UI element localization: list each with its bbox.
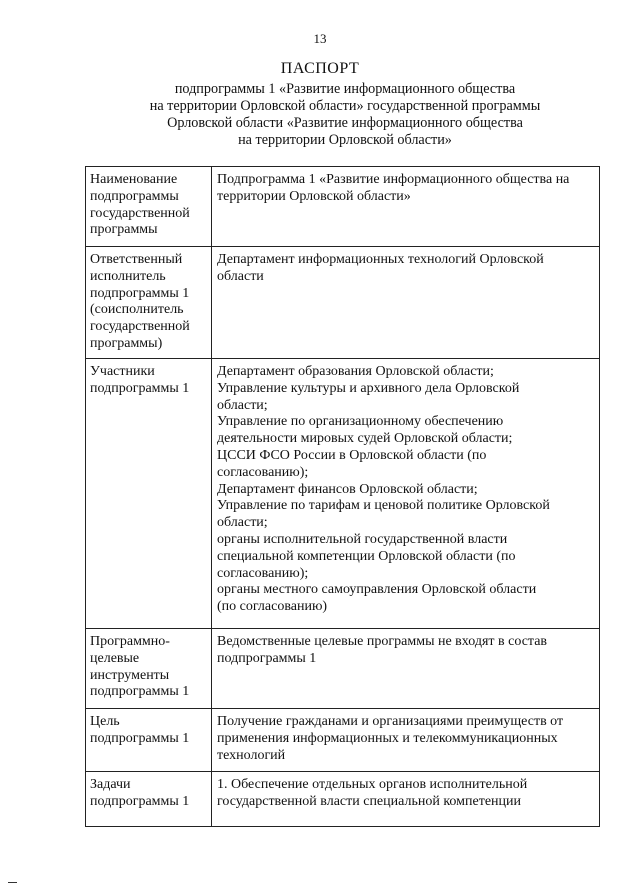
value-line: Подпрограмма 1 «Развитие информационного общества на bbox=[217, 172, 570, 187]
label-line: подпрограммы 1 bbox=[90, 793, 190, 809]
label-line: целевые bbox=[90, 650, 140, 666]
value-line: подпрограммы 1 bbox=[217, 650, 317, 666]
label-line: подпрограммы 1 bbox=[90, 380, 190, 396]
document-subtitle bbox=[90, 81, 600, 149]
label-line: государственной bbox=[90, 319, 190, 335]
row-label bbox=[86, 167, 212, 247]
value-line: Управление по организационному обеспечению bbox=[217, 414, 504, 430]
value-line: технологий bbox=[217, 747, 286, 763]
value-line: Департамент информационных технологий Орловской bbox=[217, 252, 544, 267]
table-row-subprogram-name bbox=[86, 167, 600, 247]
row-value bbox=[212, 167, 600, 247]
label-line: подпрограммы bbox=[90, 188, 179, 204]
label-line: Наименование bbox=[90, 172, 178, 187]
row-label bbox=[86, 359, 212, 629]
page-number: 13 bbox=[313, 31, 327, 46]
value-line: Управление культуры и архивного дела Орловской bbox=[217, 380, 520, 396]
subtitle-line: на территории Орловской области» bbox=[238, 132, 452, 148]
value-line: ЦССИ ФСО России в Орловской области (по bbox=[217, 447, 487, 463]
table-row-program-tools bbox=[86, 629, 600, 709]
label-line: подпрограммы 1 bbox=[90, 730, 190, 746]
row-label bbox=[86, 709, 212, 772]
value-line: территории Орловской области» bbox=[217, 188, 411, 204]
table-row-participants bbox=[86, 359, 600, 629]
row-value bbox=[212, 629, 600, 709]
row-value bbox=[212, 359, 600, 629]
value-line: органы исполнительной государственной власти bbox=[217, 531, 508, 547]
label-line: программы bbox=[90, 222, 158, 238]
label-line: государственной bbox=[90, 205, 190, 221]
value-line: области; bbox=[217, 515, 268, 531]
row-value bbox=[212, 247, 600, 359]
label-line: (соисполнитель bbox=[90, 302, 184, 318]
label-line: исполнитель bbox=[90, 268, 166, 284]
label-line: инструменты bbox=[90, 667, 170, 683]
table-row-responsible-executor bbox=[86, 247, 600, 359]
value-line: Управление по тарифам и ценовой политике Орловской bbox=[217, 498, 550, 514]
label-line: Задачи bbox=[90, 777, 131, 792]
value-line: специальной компетенции Орловской области (по bbox=[217, 548, 516, 564]
label-line: Цель bbox=[90, 714, 120, 729]
value-line: Департамент финансов Орловской области; bbox=[217, 481, 478, 497]
label-line: Программно- bbox=[90, 634, 170, 649]
value-line: 1. Обеспечение отдельных органов исполнительной bbox=[217, 777, 528, 792]
label-line: Ответственный bbox=[90, 252, 183, 267]
row-value bbox=[212, 772, 600, 827]
label-line: подпрограммы 1 bbox=[90, 285, 190, 301]
value-line: Департамент образования Орловской области; bbox=[217, 364, 494, 379]
value-line: области bbox=[217, 268, 264, 284]
table-row-goal bbox=[86, 709, 600, 772]
row-value bbox=[212, 709, 600, 772]
value-line: согласованию); bbox=[217, 565, 309, 581]
value-line: (по согласованию) bbox=[217, 599, 328, 615]
value-line: деятельности мировых судей Орловской области; bbox=[217, 431, 513, 447]
document-title: ПАСПОРТ bbox=[280, 60, 360, 77]
value-line: применения информационных и телекоммуникационных bbox=[217, 730, 558, 746]
row-label bbox=[86, 629, 212, 709]
value-line: органы местного самоуправления Орловской области bbox=[217, 582, 537, 598]
label-line: программы) bbox=[90, 335, 163, 351]
subtitle-line: на территории Орловской области» государственной программы bbox=[149, 98, 541, 114]
value-line: Получение гражданами и организациями преимуществ от bbox=[217, 714, 564, 729]
row-label bbox=[86, 772, 212, 827]
value-line: согласованию); bbox=[217, 464, 309, 480]
value-line: государственной власти специальной компетенции bbox=[217, 793, 522, 809]
row-label bbox=[86, 247, 212, 359]
page-edge-mark bbox=[8, 882, 17, 883]
passport-table bbox=[85, 166, 600, 827]
value-line: Ведомственные целевые программы не входят в состав bbox=[217, 634, 548, 649]
value-line: области; bbox=[217, 397, 268, 413]
table-row-tasks bbox=[86, 772, 600, 827]
label-line: подпрограммы 1 bbox=[90, 684, 190, 700]
label-line: Участники bbox=[90, 364, 155, 379]
subtitle-line: Орловской области «Развитие информационного общества bbox=[167, 115, 523, 131]
subtitle-line: подпрограммы 1 «Развитие информационного общества bbox=[174, 81, 516, 97]
